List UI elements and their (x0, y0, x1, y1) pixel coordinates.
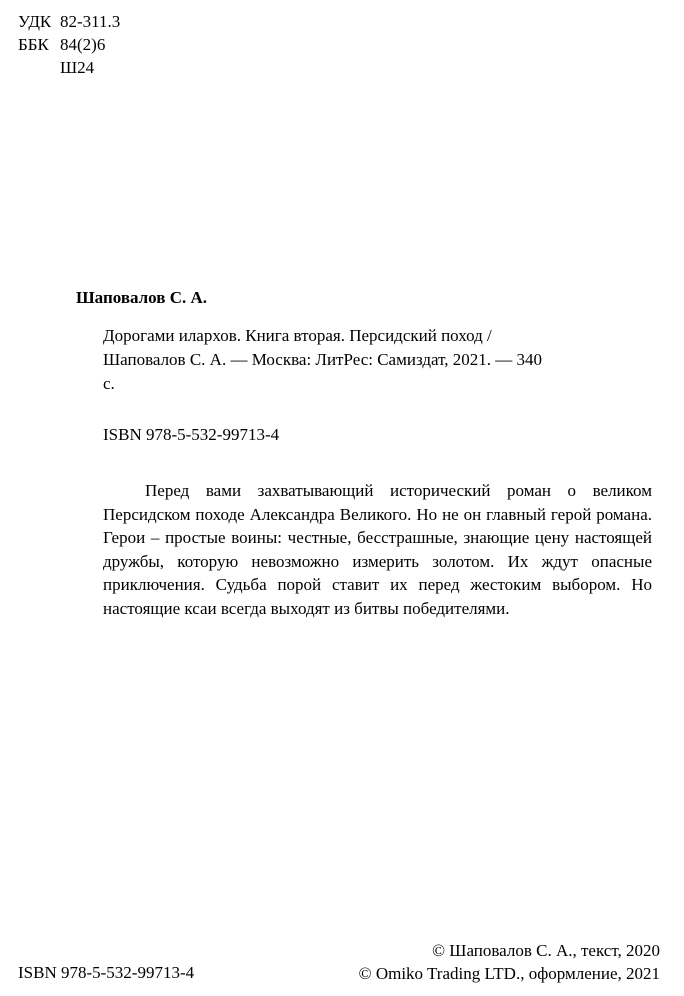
footer-isbn: ISBN 978-5-532-99713-4 (18, 963, 195, 982)
copyright-block (359, 939, 660, 985)
author-mark: Ш24 (60, 58, 95, 77)
classification-block (18, 10, 120, 79)
annotation (103, 479, 652, 620)
author-mark-row (18, 56, 120, 79)
copyright-text: © Шаповалов С. А., текст, 2020 (432, 941, 660, 960)
copyright-design: © Omiko Trading LTD., оформление, 2021 (358, 964, 660, 983)
udk-value: 82-311.3 (60, 12, 121, 31)
description-line: Дорогами илархов. Книга вторая. Персидский поход / (103, 326, 492, 345)
isbn-line: ISBN 978-5-532-99713-4 (103, 425, 280, 444)
bibliographic-description (103, 324, 542, 396)
annotation-text: Перед вами захватывающий исторический роман о великом Персидском походе Александра Великого. Но не он главный герой романа. Герои – простые воины: честные, бесстрашные, знающие цену настоящей дружбы, которую невозможно измерить золотом. Их ждут опасные приключения. Судьба порой ставит их перед жестоким выбором. Но настоящие ксаи всегда выходят из битвы победителями. (103, 481, 652, 618)
bbk-row (18, 33, 120, 56)
udk-row (18, 10, 120, 33)
description-line: с. (103, 374, 115, 393)
bbk-label: ББК (18, 35, 49, 54)
udk-label: УДК (18, 12, 52, 31)
author-heading: Шаповалов С. А. (76, 288, 207, 307)
description-line: Шаповалов С. А. — Москва: ЛитРес: Самиздат, 2021. — 340 (103, 350, 543, 369)
bbk-value: 84(2)6 (60, 35, 106, 54)
